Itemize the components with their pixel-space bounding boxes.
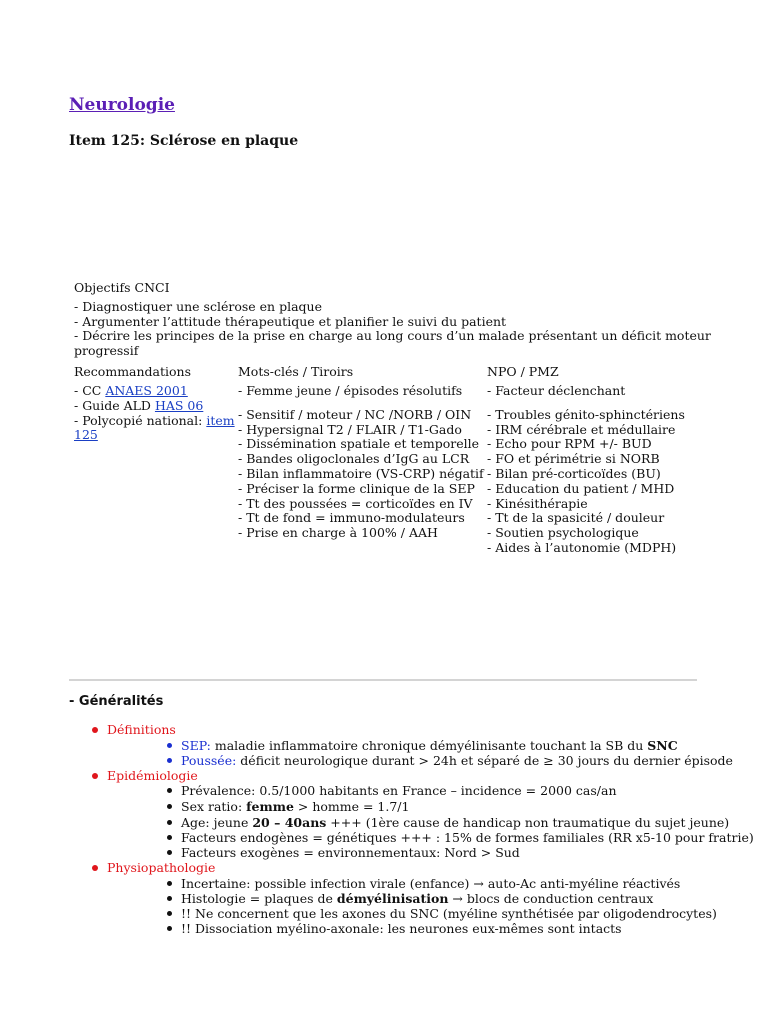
objective-line: progressif <box>74 342 139 358</box>
bullet-icon <box>92 727 98 733</box>
item-bold: femme <box>246 799 294 814</box>
item-text: !! Ne concernent que les axones du SNC (myéline synthétisée par oligodendrocytes) <box>181 905 717 921</box>
bullet-icon <box>167 743 172 748</box>
definition-text: maladie inflammatoire chronique démyélinisante touchant la SB du <box>210 737 648 753</box>
reco-row <box>74 399 234 414</box>
npo-item: - Education du patient / MHD <box>487 480 675 496</box>
npo-item: - IRM cérébrale et médullaire <box>487 421 676 437</box>
objective-line: - Diagnostiquer une sclérose en plaque <box>74 299 322 314</box>
item-text: Facteurs exogènes = environnementaux: Nord > Sud <box>181 845 520 860</box>
has-link[interactable]: HAS 06 <box>154 397 204 413</box>
bullet-icon <box>167 804 172 809</box>
keyword-item: - Bandes oligoclonales d’IgG au LCR <box>238 451 470 467</box>
keyword-item: - Préciser la forme clinique de la SEP <box>238 480 475 496</box>
bullet-icon <box>92 773 98 779</box>
item-text: !! Dissociation myélino-axonale: les neurones eux-mêmes sont intacts <box>181 920 622 936</box>
reco-prefix: - Polycopié national: <box>74 412 207 428</box>
npo-item: - Echo pour RPM +/- BUD <box>487 436 652 452</box>
keyword-item: - Tt des poussées = corticoïdes en IV <box>238 495 473 511</box>
reco-row <box>74 414 234 429</box>
section-divider <box>69 679 697 681</box>
bullet-icon <box>167 835 172 840</box>
objectives-heading: Objectifs CNCI <box>74 280 170 295</box>
item-title: Item 125: Sclérose en plaque <box>69 133 299 149</box>
npo-item: - FO et périmétrie si NORB <box>487 451 660 467</box>
reco-prefix: - CC <box>74 383 106 398</box>
item-text: Incertaine: possible infection virale (enfance) → auto-Ac anti-myéline réactivés <box>181 875 681 891</box>
item-text: +++ (1ère cause de handicap non traumatique du sujet jeune) <box>326 815 730 830</box>
keyword-item: - Sensitif / moteur / NC /NORB / OIN <box>238 406 472 422</box>
bullet-icon <box>167 788 172 793</box>
reco-row <box>74 384 234 399</box>
generalites-heading: - Généralités <box>69 694 164 709</box>
item-link-number[interactable]: 125 <box>74 427 98 443</box>
item-text: Age: jeune <box>181 815 253 830</box>
term-sep: SEP: <box>181 737 211 753</box>
item-bold: démyélinisation <box>336 890 449 906</box>
bullet-icon <box>167 820 172 825</box>
category-label: Epidémiologie <box>107 767 198 783</box>
bullet-icon <box>167 911 172 916</box>
item-text: → blocs de conduction centraux <box>448 890 654 906</box>
keyword-item: - Prise en charge à 100% / AAH <box>238 525 438 541</box>
bullet-icon <box>167 926 172 931</box>
keyword-item: - Bilan inflammatoire (VS-CRP) négatif <box>238 465 484 481</box>
item-text: Histologie = plaques de <box>181 890 337 906</box>
item-text: Prévalence: 0.5/1000 habitants en France – incidence = 2000 cas/an <box>181 783 617 798</box>
neurologie-link[interactable]: Neurologie <box>69 95 175 115</box>
bullet-icon <box>167 850 172 855</box>
bullet-icon <box>167 881 172 886</box>
keyword-item: - Dissémination spatiale et temporelle <box>238 436 480 452</box>
term-poussee: Poussée: <box>181 752 237 768</box>
npo-item: - Aides à l’autonomie (MDPH) <box>487 539 677 555</box>
bullet-icon <box>167 896 172 901</box>
objective-line: - Argumenter l’attitude thérapeutique et planifier le suivi du patient <box>74 313 507 329</box>
mots-cles-heading: Mots-clés / Tiroirs <box>238 364 354 379</box>
item-text: Facteurs endogènes = génétiques +++ : 15% de formes familiales (RR x5-10 pour fratrie) <box>181 830 754 845</box>
definition-bold: SNC <box>647 737 678 753</box>
item-bold: 20 – 40ans <box>252 815 327 830</box>
npo-item: - Troubles génito-sphinctériens <box>487 406 685 422</box>
npo-pmz-heading: NPO / PMZ <box>487 364 559 379</box>
objective-line: - Décrire les principes de la prise en charge au long cours d’un malade présentant un déficit moteur <box>74 328 711 343</box>
keyword-item: - Tt de fond = immuno-modulateurs <box>238 510 465 526</box>
mots-cles-column <box>238 364 484 541</box>
npo-item: - Soutien psychologique <box>487 525 639 541</box>
bullet-icon <box>92 865 98 871</box>
recommandations-heading: Recommandations <box>74 364 192 379</box>
category-label: Physiopathologie <box>107 860 216 875</box>
npo-item: - Kinésithérapie <box>487 495 588 511</box>
npo-item: - Tt de la spasicité / douleur <box>487 510 665 526</box>
definition-text: déficit neurologique durant > 24h et séparé de ≥ 30 jours du dernier épisode <box>236 752 733 768</box>
keyword-item: - Femme jeune / épisodes résolutifs <box>238 383 463 398</box>
npo-pmz-column <box>487 364 747 556</box>
anaes-link[interactable]: ANAES 2001 <box>105 383 188 398</box>
recommandations-column <box>74 364 234 443</box>
npo-item: - Bilan pré-corticoïdes (BU) <box>487 465 661 481</box>
npo-item: - Facteur déclenchant <box>487 383 626 398</box>
category-label: Définitions <box>107 722 176 737</box>
objectives-block <box>74 280 714 358</box>
item-text: > homme = 1.7/1 <box>293 799 410 814</box>
item-link[interactable]: item <box>206 412 235 428</box>
reco-prefix: - Guide ALD <box>74 397 155 413</box>
bullet-icon <box>167 758 172 763</box>
reco-row <box>74 428 234 443</box>
item-text: Sex ratio: <box>181 799 247 814</box>
keyword-item: - Hypersignal T2 / FLAIR / T1-Gado <box>238 421 462 437</box>
